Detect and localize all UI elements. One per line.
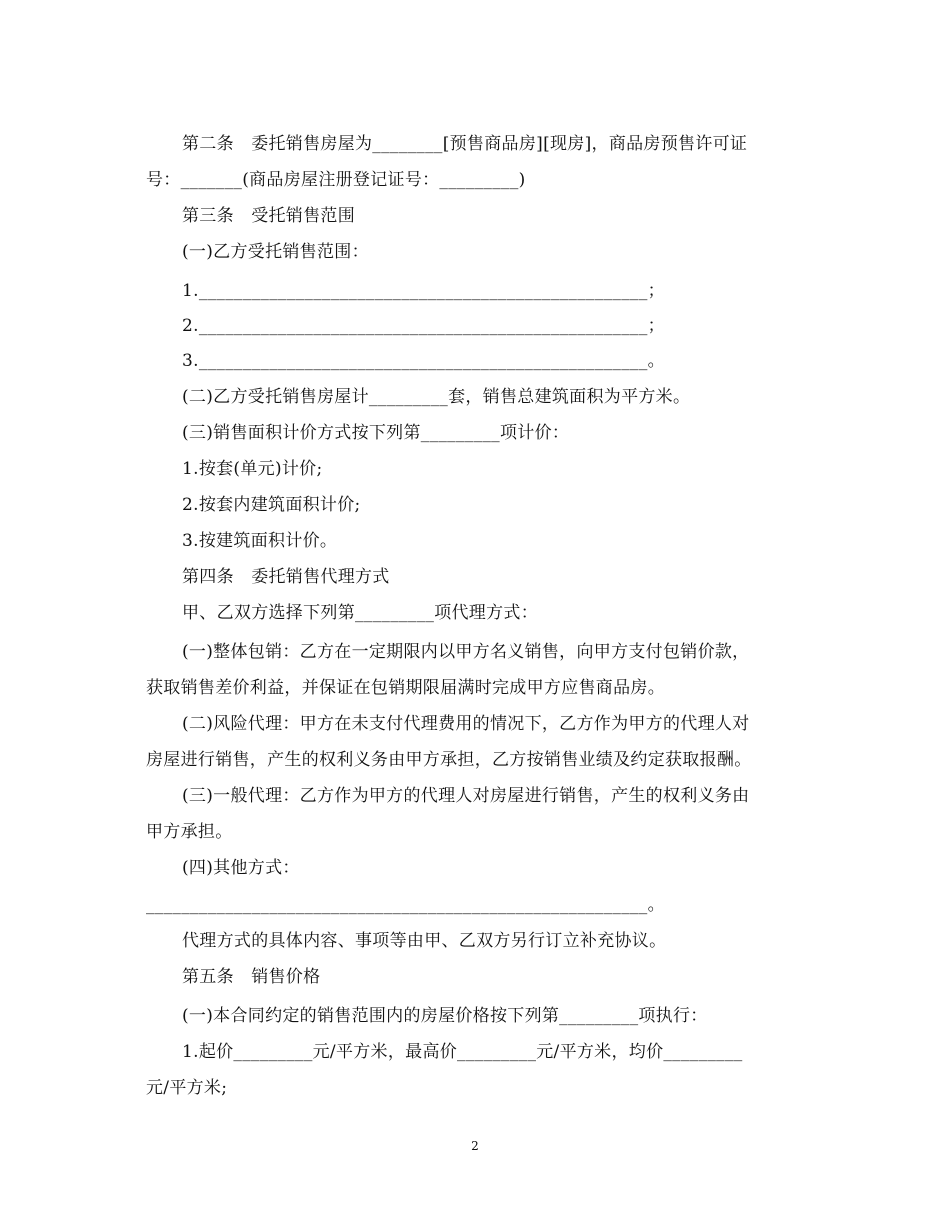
text-line: 号：_______(商品房屋注册登记证号：_________) bbox=[146, 170, 526, 190]
text-line: (三)一般代理：乙方作为甲方的代理人对房屋进行销售，产生的权利义务由 bbox=[182, 786, 750, 806]
text-line: 元/平方米; bbox=[146, 1078, 228, 1098]
text-line: 代理方式的具体内容、事项等由甲、乙双方另行订立补充协议。 bbox=[182, 931, 667, 951]
text-line: 第三条 受托销售范围 bbox=[182, 206, 355, 226]
text-line: 第五条 销售价格 bbox=[182, 967, 321, 987]
text-line: (三)销售面积计价方式按下列第_________项计价： bbox=[182, 423, 570, 443]
text-line: 第四条 委托销售代理方式 bbox=[182, 567, 390, 587]
text-line: 甲、乙双方选择下列第_________项代理方式： bbox=[182, 603, 538, 623]
text-line: 1.按套(单元)计价; bbox=[182, 459, 323, 479]
text-line: 1.___________________________________________________； bbox=[182, 281, 665, 301]
text-line: (二)乙方受托销售房屋计_________套，销售总建筑面积为平方米。 bbox=[182, 387, 691, 407]
text-line: (一)整体包销：乙方在一定期限内以甲方名义销售，向甲方支付包销价款， bbox=[182, 642, 750, 662]
text-line: 获取销售差价利益，并保证在包销期限届满时完成甲方应售商品房。 bbox=[146, 678, 665, 698]
text-line: 房屋进行销售，产生的权利义务由甲方承担，乙方按销售业绩及约定获取报酬。 bbox=[146, 750, 752, 770]
text-line: 甲方承担。 bbox=[146, 822, 233, 842]
text-line: 1.起价_________元/平方米，最高价_________元/平方米，均价_________ bbox=[182, 1042, 743, 1062]
text-line: 3.按建筑面积计价。 bbox=[182, 531, 338, 551]
text-line: 2.___________________________________________________； bbox=[182, 316, 665, 336]
text-line: 3.___________________________________________________。 bbox=[182, 351, 665, 371]
text-line: (四)其他方式： bbox=[182, 858, 300, 878]
text-line: 2.按套内建筑面积计价; bbox=[182, 495, 361, 515]
page-number: 2 bbox=[471, 1139, 479, 1153]
text-line: _________________________________________________________。 bbox=[146, 895, 665, 915]
text-line: 第二条 委托销售房屋为________[预售商品房][现房]，商品房预售许可证 bbox=[182, 134, 748, 154]
text-line: (一)乙方受托销售范围： bbox=[182, 242, 369, 262]
text-line: (一)本合同约定的销售范围内的房屋价格按下列第_________项执行： bbox=[182, 1006, 708, 1026]
text-line: (二)风险代理：甲方在未支付代理费用的情况下，乙方作为甲方的代理人对 bbox=[182, 714, 750, 734]
